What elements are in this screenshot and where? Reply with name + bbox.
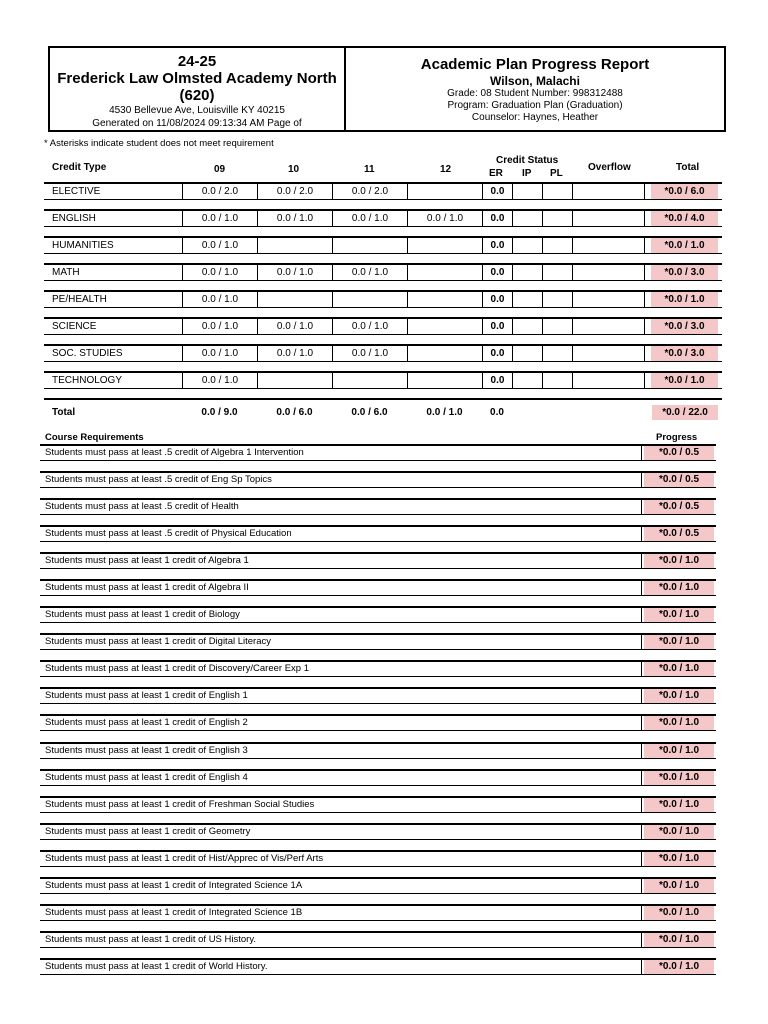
er-cell: 0.0 — [482, 319, 512, 334]
requirement-progress-cell — [641, 689, 716, 703]
requirement-text: Students must pass at least 1 credit of US History. — [45, 933, 257, 945]
requirement-row — [40, 796, 716, 823]
grade-10-cell: 0.0 / 1.0 — [257, 265, 332, 280]
requirement-progress: *0.0 / 1.0 — [644, 662, 714, 676]
requirement-progress-cell — [641, 446, 716, 460]
requirements-heading: Course Requirements — [45, 432, 144, 443]
total-value: *0.0 / 3.0 — [651, 319, 718, 334]
credit-row — [44, 371, 722, 398]
requirement-text: Students must pass at least .5 credit of Eng Sp Topics — [45, 474, 272, 486]
requirement-text: Students must pass at least 1 credit of Biology — [45, 609, 240, 621]
overflow-cell — [572, 373, 644, 388]
row-rule — [40, 742, 716, 744]
credit-type-cell: ELECTIVE — [52, 186, 101, 197]
requirement-progress-cell — [641, 798, 716, 812]
row-rule — [40, 649, 716, 650]
pl-cell — [542, 346, 572, 361]
grade-10-cell: 0.0 / 2.0 — [257, 184, 332, 199]
row-rule — [40, 714, 716, 716]
col-total: Total — [676, 162, 700, 173]
total-value: *0.0 / 3.0 — [651, 346, 718, 361]
requirement-row — [40, 552, 716, 579]
grade-12-cell — [407, 184, 482, 199]
row-rule — [40, 785, 716, 786]
credit-type-cell: SCIENCE — [52, 321, 97, 332]
requirement-row — [40, 687, 716, 714]
total-er: 0.0 — [490, 407, 504, 418]
requirement-progress-cell — [641, 527, 716, 541]
grade-09-cell: 0.0 / 1.0 — [182, 238, 257, 253]
ip-cell — [512, 238, 542, 253]
row-rule — [44, 388, 722, 389]
requirement-row — [40, 471, 716, 498]
row-rule — [40, 812, 716, 813]
grade-09-cell: 0.0 / 1.0 — [182, 346, 257, 361]
row-rule — [40, 444, 716, 446]
overflow-cell — [572, 292, 644, 307]
row-rule — [40, 931, 716, 933]
requirement-progress-cell — [641, 608, 716, 622]
row-rule — [44, 280, 722, 281]
row-rule — [40, 974, 716, 975]
requirement-progress: *0.0 / 1.0 — [644, 933, 714, 947]
credit-row — [44, 317, 722, 344]
requirement-row — [40, 444, 716, 471]
ip-cell — [512, 319, 542, 334]
ip-cell — [512, 346, 542, 361]
school-address: 4530 Bellevue Ave, Louisville KY 40215 — [109, 105, 285, 116]
credit-type-cell: PE/HEALTH — [52, 294, 107, 305]
requirement-text: Students must pass at least 1 credit of English 2 — [45, 717, 248, 729]
requirement-text: Students must pass at least 1 credit of World History. — [45, 960, 268, 972]
er-cell: 0.0 — [482, 238, 512, 253]
requirement-progress: *0.0 / 1.0 — [644, 771, 714, 785]
ip-cell — [512, 265, 542, 280]
requirement-progress-cell — [641, 879, 716, 893]
row-rule — [40, 947, 716, 948]
ip-cell — [512, 184, 542, 199]
grade-12-cell — [407, 265, 482, 280]
requirement-progress: *0.0 / 1.0 — [644, 554, 714, 568]
requirement-progress: *0.0 / 1.0 — [644, 608, 714, 622]
requirement-row — [40, 633, 716, 660]
grade-12-cell — [407, 346, 482, 361]
requirement-progress-cell — [641, 771, 716, 785]
credit-type-cell: HUMANITIES — [52, 240, 114, 251]
requirement-progress: *0.0 / 0.5 — [644, 446, 714, 460]
grade-12-cell — [407, 319, 482, 334]
requirement-text: Students must pass at least 1 credit of English 1 — [45, 690, 248, 702]
requirement-progress: *0.0 / 1.0 — [644, 960, 714, 974]
requirement-row — [40, 579, 716, 606]
report-header — [48, 46, 726, 132]
row-rule — [40, 850, 716, 852]
requirement-text: Students must pass at least 1 credit of Integrated Science 1B — [45, 906, 303, 918]
grade-10-cell: 0.0 / 1.0 — [257, 211, 332, 226]
grade-12-cell — [407, 373, 482, 388]
col-credit-type: Credit Type — [52, 162, 107, 173]
requirement-row — [40, 498, 716, 525]
grand-total-cell — [652, 405, 718, 420]
course-requirements — [40, 430, 716, 985]
total-value: *0.0 / 1.0 — [651, 373, 718, 388]
row-rule — [40, 552, 716, 554]
overflow-cell — [572, 184, 644, 199]
pl-cell — [542, 211, 572, 226]
grade-09-cell: 0.0 / 1.0 — [182, 373, 257, 388]
row-rule — [40, 595, 716, 596]
grade-11-cell — [332, 373, 407, 388]
requirement-progress: *0.0 / 0.5 — [644, 500, 714, 514]
requirement-text: Students must pass at least 1 credit of Integrated Science 1A — [45, 879, 303, 891]
requirement-progress-cell — [641, 933, 716, 947]
requirement-progress-cell — [641, 581, 716, 595]
ip-cell — [512, 292, 542, 307]
generated-info: Generated on 11/08/2024 09:13:34 AM Page of — [92, 118, 302, 129]
total-cell — [644, 292, 722, 307]
requirement-progress: *0.0 / 1.0 — [644, 906, 714, 920]
credit-table-header — [44, 152, 722, 182]
row-rule — [40, 498, 716, 500]
student-info — [346, 48, 724, 130]
requirement-text: Students must pass at least 1 credit of English 4 — [45, 771, 248, 783]
col-credit-status: Credit Status — [496, 155, 559, 166]
credit-row — [44, 344, 722, 371]
credit-type-cell: MATH — [52, 267, 80, 278]
asterisk-note: * Asterisks indicate student does not meet requirement — [44, 138, 274, 149]
pl-cell — [542, 319, 572, 334]
requirement-progress-cell — [641, 906, 716, 920]
requirement-progress: *0.0 / 1.0 — [644, 581, 714, 595]
row-rule — [40, 606, 716, 608]
requirement-progress-cell — [641, 716, 716, 730]
grade-11-cell: 0.0 / 1.0 — [332, 346, 407, 361]
er-cell: 0.0 — [482, 184, 512, 199]
er-cell: 0.0 — [482, 373, 512, 388]
row-rule — [40, 687, 716, 689]
row-rule — [40, 460, 716, 461]
grade-line: Grade: 08 Student Number: 998312488 — [447, 88, 623, 99]
row-rule — [44, 199, 722, 200]
total-value: *0.0 / 6.0 — [651, 184, 718, 199]
total-cell — [644, 265, 722, 280]
total-label: Total — [52, 407, 76, 418]
requirement-progress: *0.0 / 1.0 — [644, 825, 714, 839]
grade-11-cell: 0.0 / 1.0 — [332, 319, 407, 334]
credit-row — [44, 290, 722, 317]
credit-table — [44, 152, 722, 428]
grade-10-cell — [257, 292, 332, 307]
row-rule — [40, 568, 716, 569]
requirement-row — [40, 742, 716, 769]
col-er: ER — [489, 168, 503, 179]
col-10: 10 — [288, 164, 300, 175]
report-title: Academic Plan Progress Report — [420, 56, 650, 73]
requirement-row — [40, 525, 716, 552]
row-rule — [40, 471, 716, 473]
row-rule — [44, 334, 722, 335]
row-rule — [40, 877, 716, 879]
row-rule — [40, 769, 716, 771]
requirement-progress-cell — [641, 554, 716, 568]
credit-row — [44, 236, 722, 263]
requirement-progress-cell — [641, 825, 716, 839]
credit-type-cell: TECHNOLOGY — [52, 375, 123, 386]
requirement-text: Students must pass at least 1 credit of English 3 — [45, 744, 248, 756]
ip-cell — [512, 211, 542, 226]
overflow-cell — [572, 265, 644, 280]
requirement-progress: *0.0 / 1.0 — [644, 635, 714, 649]
total-cell — [644, 238, 722, 253]
col-12: 12 — [440, 164, 452, 175]
requirement-progress: *0.0 / 1.0 — [644, 744, 714, 758]
requirement-text: Students must pass at least 1 credit of Algebra 1 — [45, 555, 249, 567]
row-rule — [40, 758, 716, 759]
requirement-text: Students must pass at least 1 credit of Algebra II — [45, 582, 249, 594]
pl-cell — [542, 292, 572, 307]
row-rule — [40, 541, 716, 542]
requirement-row — [40, 958, 716, 985]
requirement-text: Students must pass at least 1 credit of Digital Literacy — [45, 636, 271, 648]
pl-cell — [542, 184, 572, 199]
requirement-progress-cell — [641, 635, 716, 649]
requirement-progress-cell — [641, 473, 716, 487]
progress-heading: Progress — [656, 432, 698, 443]
requirement-progress-cell — [641, 500, 716, 514]
total-value: *0.0 / 3.0 — [651, 265, 718, 280]
requirement-progress: *0.0 / 1.0 — [644, 689, 714, 703]
total-value: *0.0 / 1.0 — [651, 238, 718, 253]
grade-10-cell — [257, 373, 332, 388]
requirement-progress: *0.0 / 1.0 — [644, 879, 714, 893]
grade-10-cell: 0.0 / 1.0 — [257, 346, 332, 361]
credit-type-cell: ENGLISH — [52, 213, 96, 224]
overflow-cell — [572, 238, 644, 253]
overflow-cell — [572, 211, 644, 226]
row-rule — [40, 730, 716, 731]
overflow-cell — [572, 346, 644, 361]
grade-09-cell: 0.0 / 1.0 — [182, 292, 257, 307]
row-rule — [40, 487, 716, 488]
row-rule — [44, 253, 722, 254]
col-11: 11 — [364, 164, 375, 175]
row-rule — [40, 920, 716, 921]
grade-11-cell — [332, 292, 407, 307]
requirement-row — [40, 823, 716, 850]
requirements-header — [40, 430, 716, 444]
requirement-progress: *0.0 / 1.0 — [644, 716, 714, 730]
row-rule — [44, 307, 722, 308]
requirement-progress: *0.0 / 1.0 — [644, 798, 714, 812]
row-rule — [40, 525, 716, 527]
row-rule — [40, 866, 716, 867]
grade-12-cell — [407, 292, 482, 307]
pl-cell — [542, 238, 572, 253]
requirement-row — [40, 850, 716, 877]
requirement-progress: *0.0 / 0.5 — [644, 527, 714, 541]
row-rule — [40, 796, 716, 798]
grade-10-cell: 0.0 / 1.0 — [257, 319, 332, 334]
requirement-progress-cell — [641, 662, 716, 676]
credit-total-row — [44, 398, 722, 428]
row-rule — [40, 893, 716, 894]
row-rule — [40, 622, 716, 623]
row-rule — [40, 660, 716, 662]
col-09: 09 — [214, 164, 226, 175]
requirement-row — [40, 606, 716, 633]
row-rule — [44, 361, 722, 362]
total-10: 0.0 / 6.0 — [276, 407, 313, 418]
school-year: 24-25 — [177, 53, 217, 70]
credit-row — [44, 263, 722, 290]
total-cell — [644, 373, 722, 388]
row-rule — [40, 958, 716, 960]
requirement-row — [40, 877, 716, 904]
grade-09-cell: 0.0 / 1.0 — [182, 265, 257, 280]
grand-total-value: *0.0 / 22.0 — [652, 405, 718, 420]
requirement-row — [40, 769, 716, 796]
total-cell — [644, 346, 722, 361]
requirement-row — [40, 931, 716, 958]
total-cell — [644, 211, 722, 226]
credit-type-cell: SOC. STUDIES — [52, 348, 123, 359]
er-cell: 0.0 — [482, 346, 512, 361]
requirement-text: Students must pass at least .5 credit of Physical Education — [45, 528, 292, 540]
requirement-text: Students must pass at least 1 credit of Discovery/Career Exp 1 — [45, 663, 310, 675]
grade-10-cell — [257, 238, 332, 253]
row-rule — [40, 823, 716, 825]
grade-11-cell: 0.0 / 1.0 — [332, 265, 407, 280]
requirement-text: Students must pass at least 1 credit of Geometry — [45, 825, 251, 837]
grade-11-cell: 0.0 / 2.0 — [332, 184, 407, 199]
grade-09-cell: 0.0 / 1.0 — [182, 211, 257, 226]
total-09: 0.0 / 9.0 — [201, 407, 238, 418]
student-name: Wilson, Malachi — [490, 74, 580, 88]
overflow-cell — [572, 319, 644, 334]
er-cell: 0.0 — [482, 265, 512, 280]
col-overflow: Overflow — [588, 162, 631, 173]
school-info — [50, 48, 346, 130]
total-12: 0.0 / 1.0 — [426, 407, 463, 418]
total-value: *0.0 / 4.0 — [651, 211, 718, 226]
pl-cell — [542, 265, 572, 280]
requirement-progress-cell — [641, 960, 716, 974]
school-code: (620) — [179, 87, 215, 104]
requirement-row — [40, 714, 716, 741]
row-rule — [40, 514, 716, 515]
row-rule — [40, 703, 716, 704]
requirement-progress-cell — [641, 852, 716, 866]
requirement-progress: *0.0 / 1.0 — [644, 852, 714, 866]
row-rule — [44, 398, 722, 400]
col-pl: PL — [550, 168, 563, 179]
er-cell: 0.0 — [482, 292, 512, 307]
row-rule — [40, 839, 716, 840]
pl-cell — [542, 373, 572, 388]
requirement-text: Students must pass at least .5 credit of Health — [45, 501, 239, 513]
credit-row — [44, 209, 722, 236]
requirement-progress-cell — [641, 744, 716, 758]
col-ip: IP — [522, 168, 532, 179]
grade-12-cell — [407, 238, 482, 253]
row-rule — [40, 633, 716, 635]
row-rule — [40, 904, 716, 906]
total-11: 0.0 / 6.0 — [351, 407, 388, 418]
requirement-text: Students must pass at least .5 credit of Algebra 1 Intervention — [45, 447, 304, 458]
grade-11-cell: 0.0 / 1.0 — [332, 211, 407, 226]
school-name: Frederick Law Olmsted Academy North — [57, 70, 337, 87]
requirement-text: Students must pass at least 1 credit of Hist/Apprec of Vis/Perf Arts — [45, 852, 324, 864]
total-value: *0.0 / 1.0 — [651, 292, 718, 307]
row-rule — [40, 579, 716, 581]
requirement-row — [40, 660, 716, 687]
ip-cell — [512, 373, 542, 388]
grade-09-cell: 0.0 / 2.0 — [182, 184, 257, 199]
grade-09-cell: 0.0 / 1.0 — [182, 319, 257, 334]
row-rule — [44, 226, 722, 227]
total-cell — [644, 319, 722, 334]
total-cell — [644, 184, 722, 199]
counselor-line: Counselor: Haynes, Heather — [471, 112, 599, 123]
grade-12-cell: 0.0 / 1.0 — [407, 211, 482, 226]
credit-row — [44, 182, 722, 209]
requirement-progress: *0.0 / 0.5 — [644, 473, 714, 487]
grade-11-cell — [332, 238, 407, 253]
requirement-row — [40, 904, 716, 931]
row-rule — [40, 676, 716, 677]
er-cell: 0.0 — [482, 211, 512, 226]
requirement-text: Students must pass at least 1 credit of Freshman Social Studies — [45, 798, 315, 810]
program-line: Program: Graduation Plan (Graduation) — [447, 100, 623, 111]
